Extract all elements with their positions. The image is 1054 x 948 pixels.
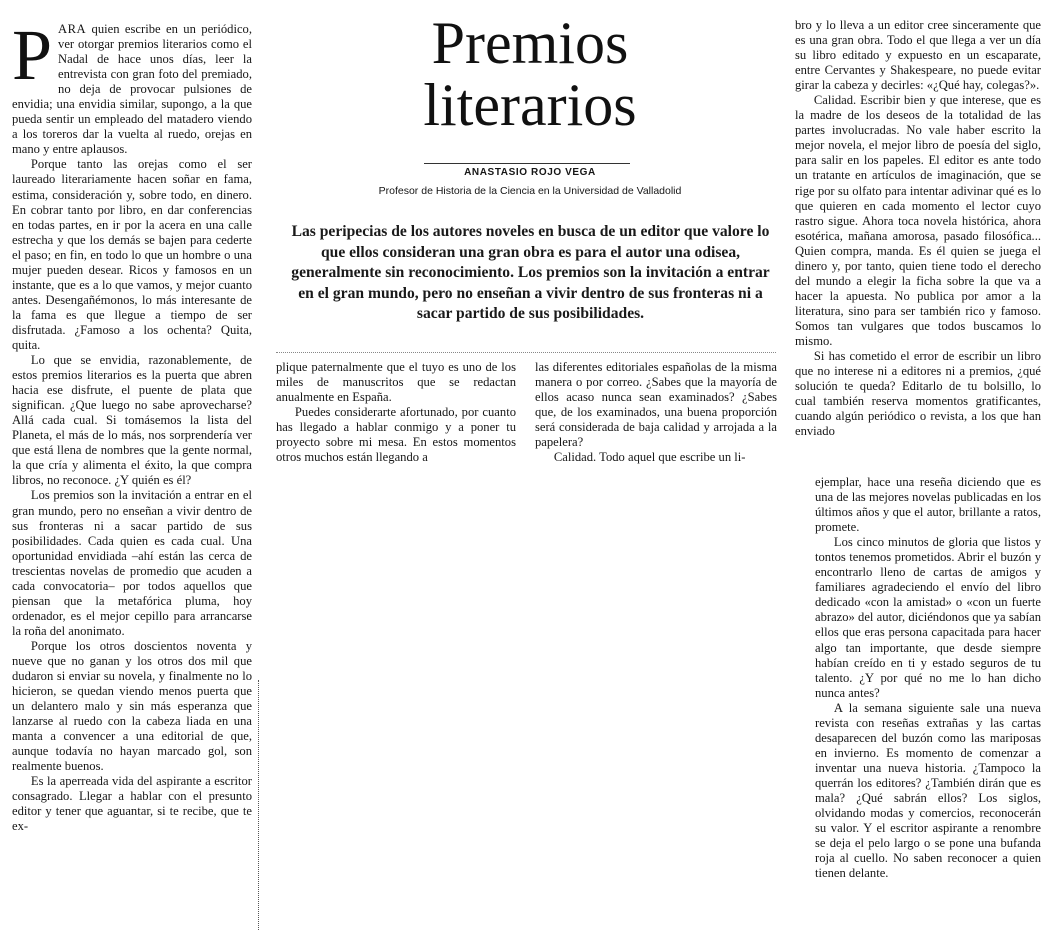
article-title-line-2: literarios bbox=[423, 72, 637, 138]
paragraph-1 bbox=[12, 15, 252, 157]
paragraph-13: Si has cometido el error de escribir un libro que no interese ni a editores ni a premios, ¿qué solución te queda? Editarlo de tu bolsillo, lo cual también reserva momentos gratificantes, cuando algún periódico o revista, a los que han enviado bbox=[795, 349, 1041, 439]
column-separator-horizontal bbox=[276, 352, 776, 353]
paragraph-7: plique paternalmente que el tuyo es uno de los miles de manuscritos que se redactan anualmente en España. bbox=[276, 360, 516, 405]
paragraph-10: Calidad. Todo aquel que escribe un li- bbox=[553, 450, 746, 465]
article-title-line-1: Premios bbox=[431, 10, 629, 76]
body-column-4 bbox=[795, 18, 1041, 439]
author-name: ANASTASIO ROJO VEGA bbox=[464, 167, 596, 178]
paragraph-4: Los premios son la invitación a entrar en el gran mundo, pero no enseñan a vivir dentro de sus fronteras ni a sacar partido de sus posibilidades. Cada quien es cada cual. Una oportunidad envidiada –ahí están las cerca de trescientas novelas de promedio que acuden a cada convocatoria– por todos aquellos que piensan que la metafórica pluma, hoy ordenador, es el mejor cepillo para arrancarse la roña del anonimato. bbox=[12, 488, 252, 638]
paragraph-11: bro y lo lleva a un editor cree sinceramente que es una gran obra. Todo el que llega a ver un día su libro editado y expuesto en un escaparate, entre Cervantes y Shakespeare, no puede evitar girar la cabeza y decirles: «¿Qué hay, colegas?». bbox=[795, 18, 1041, 93]
paragraph-8: Puedes considerarte afortunado, por cuanto has llegado a hablar conmigo y a poner tu proyecto sobre mi mesa. En estos momentos otros muchos están llegando a bbox=[276, 405, 516, 465]
column-separator-vertical bbox=[258, 680, 259, 930]
paragraph-1-text: quien escribe en un periódico, ver otorgar premios literarios como el Nadal de hace unos días, leer la entrevista con gran foto del premiado, no deja de provocar pulsiones de envidia; una envidia similar, supongo, a la que pueda sentir un empleado del matadero viendo a los toreros dar la vuelta al ruedo, orejas en mano y entre aplausos. bbox=[12, 22, 252, 157]
paragraph-1-smallcaps: ARA bbox=[58, 22, 87, 36]
body-column-4-continued bbox=[815, 475, 1041, 881]
paragraph-2: Porque tanto las orejas como el ser laureado literariamente hacen soñar en fama, estima, consideración y, sobre todo, en dinero. En cobrar tanto por libro, en dar conferencias en todas partes, en ir por la acera en una calle estrecha y que los demás se bajen para cederte el paso; en fin, en todo lo que un hombre o una mujer pueden desear. Ricos y famosos en un instante, que es a lo que vamos, y mejor cuanto antes. Desengañémonos, lo más interesante de la fama es que llegue a tiempo de ser disfrutada. ¿Famoso a los ochenta? Quita, quita. bbox=[12, 157, 252, 352]
author-role: Profesor de Historia de la Ciencia en la Universidad de Valladolid bbox=[378, 185, 682, 197]
body-column-2 bbox=[276, 360, 516, 465]
paragraph-15: Los cinco minutos de gloria que listos y tontos tenemos prometidos. Abrir el buzón y encontrarlo lleno de cartas de amigos y familiares agradeciendo el envío del libro dedicado «con la amistad» o «con un fuerte abrazo» del autor, diciéndonos que ya sabían ellos que eras persona capacitada para hacer algo tan importante, que desde siempre habían creído en ti y estado seguros de tu talento. ¿Y por qué no me lo han dicho nunca antes? bbox=[815, 535, 1041, 700]
byline-rule bbox=[424, 163, 630, 164]
drop-cap: P bbox=[12, 15, 53, 95]
article-title bbox=[280, 12, 780, 136]
body-column-1 bbox=[12, 15, 252, 835]
paragraph-9: las diferentes editoriales españolas de la misma manera o por correo. ¿Sabes que la mayoría de ellos acaso nunca sean examinados? ¿Sabes que, de los examinados, una buena proporción será considerada de baja calidad y arrojada a la papelera? bbox=[535, 360, 777, 450]
paragraph-5: Porque los otros doscientos noventa y nueve que no ganan y los otros dos mil que dudaron si enviar su novela, y finalmente no lo hicieron, se quedan viendo menos puerta que un delantero malo y sin más esperanza que lanzarse al ruedo con la cabeza liada en una manta a convencer a una editorial de que, aunque todavía no hayan marcado gol, son realmente buenos. bbox=[12, 638, 252, 774]
article-lead: Las peripecias de los autores noveles en busca de un editor que valore lo que ellos consideran una gran obra es para el autor una odisea, generalmente sin reconocimiento. Los premios son la invitación a entrar en el gran mundo, pero no enseñan a vivir dentro de sus fronteras ni a sacar partido de sus posibilidades. bbox=[291, 223, 770, 323]
paragraph-14: ejemplar, hace una reseña diciendo que es una de las mejores novelas publicadas en los últimos años y que el autor, brillante a ratos, promete. bbox=[815, 475, 1041, 535]
paragraph-3: Lo que se envidia, razonablemente, de estos premios literarios es la puerta que abren hacia ese disfrute, el puente de plata que significan. ¿Que luego no sabe aprovecharse? Allá cada cual. Si tomásemos la lista del Planeta, el más de lo más, nos sorprendería ver que está llena de nombres que la gente normal, la que cría y alimenta el éxito, la que compra libros, no reconoce. ¿Y quién es él? bbox=[12, 353, 252, 488]
paragraph-16: A la semana siguiente sale una nueva revista con reseñas extrañas y las cartas desaparecen del buzón como las mariposas en invierno. Es momento de comenzar a inventar una nueva historia. ¿Tampoco la querrán los editores? ¿También dirán que es mala? ¿Qué sabrán ellos? Los siglos, olvidando modas y comercios, reconocerán su valor. Y el escritor aspirante a renombre se deja el pelo largo o se pone una bufanda roja al cuello. No saben reconocer a quien tienen delante. bbox=[815, 700, 1041, 881]
paragraph-12: Calidad. Escribir bien y que interese, que es la madre de los deseos de la totalidad de las partes involucradas. No vale haber escrito la mejor novela, el mejor libro de poesía del siglo, para salir en los papeles. El editor es ante todo un tratante en artículos de imaginación, que se rige por su olfato para intentar adivinar qué es lo que quieren en cada momento el lector cuyo rastro sigue. Ahora toca novela histórica, ahora esotérica, mañana amorosa, pasado filosófica... Quien compra, manda. Es él quien se juega el dinero y, por tanto, quien tiene todo el derecho del mundo a elegir la ficha sobre la que va a hacer la apuesta. No publica por amor a la literatura, sino para ser también rico y famoso. Somos tan vulgares que todos buscamos lo mismo. bbox=[795, 93, 1041, 348]
paragraph-6: Es la aperreada vida del aspirante a escritor consagrado. Llegar a hablar con el presunto editor y tener que aguantar, si te recibe, que te ex- bbox=[12, 774, 252, 834]
body-column-3 bbox=[535, 360, 777, 465]
